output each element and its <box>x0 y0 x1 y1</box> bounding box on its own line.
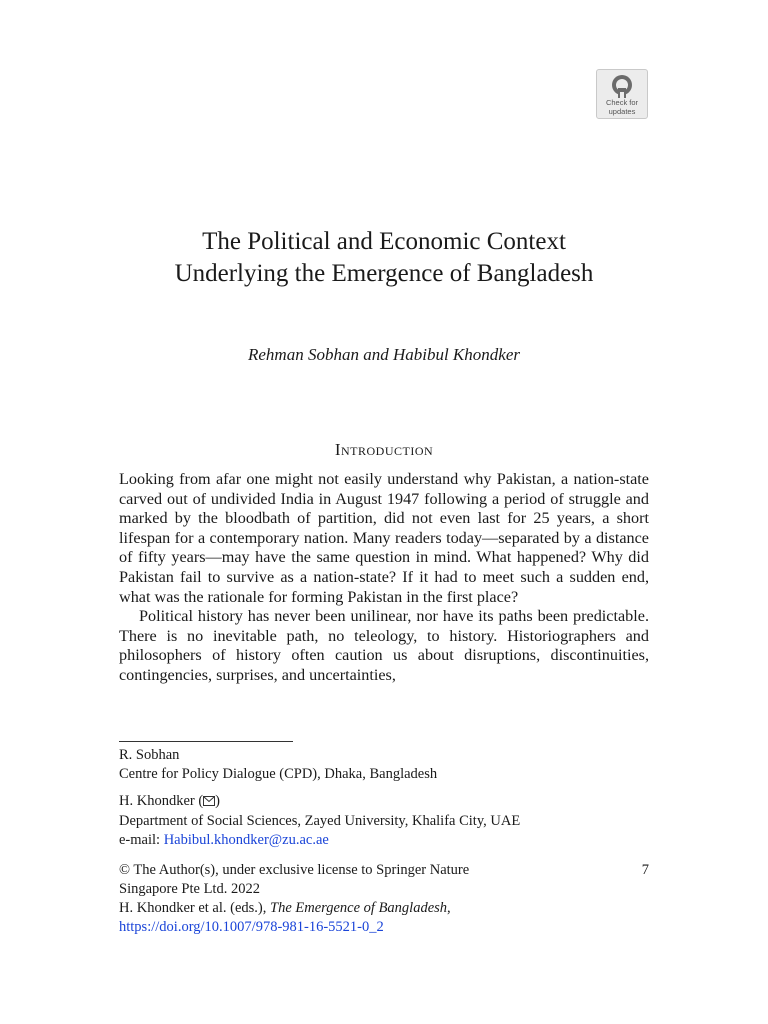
chapter-title <box>100 226 668 290</box>
author2-affiliation: Department of Social Sciences, Zayed University, Khalifa City, UAE <box>119 813 521 829</box>
title-line1: The Political and Economic Context <box>202 228 566 255</box>
footnote-divider <box>119 741 293 742</box>
envelope-icon[interactable] <box>203 793 215 812</box>
citation-prefix: H. Khondker et al. (eds.), <box>119 900 270 916</box>
paragraph-2: Political history has never been unilinear, nor have its paths been predictable. There is no inevitable path, no teleology, to history. Historiographers and philosophers of history often caution us about disruptions, discontinuities, contingencies, surprises, and uncertainties, <box>119 607 649 684</box>
paragraph-1: Looking from afar one might not easily understand why Pakistan, a nation-state carved out of undivided India in August 1947 following a period of struggle and marked by the bloodbath of partition, did not even last for 25 years, a short lifespan for a contemporary nation. Many readers today—separated by a distance of fifty years—may have the same question in mind. What happened? Why did Pakistan fail to survive as a nation-state? If it had to meet such a sudden end, what was the rationale for forming Pakistan in the first place? <box>119 470 649 606</box>
body-text <box>119 470 649 686</box>
check-for-updates-icon <box>611 74 633 98</box>
copyright-line1: © The Author(s), under exclusive license to Springer Nature <box>119 862 470 878</box>
copyright-line2: Singapore Pte Ltd. 2022 <box>119 881 260 897</box>
citation-suffix: , <box>447 900 451 916</box>
author2-name-close: ) <box>215 793 221 809</box>
author1-name: R. Sobhan <box>119 747 180 763</box>
chapter-authors: Rehman Sobhan and Habibul Khondker <box>248 345 520 364</box>
author2-line <box>119 792 649 812</box>
section-heading: Introduction <box>334 440 434 459</box>
page-number: 7 <box>641 862 649 878</box>
email-link[interactable]: Habibul.khondker@zu.ac.ae <box>163 832 329 848</box>
author1-affiliation: Centre for Policy Dialogue (CPD), Dhaka, Bangladesh <box>119 766 438 782</box>
badge-label-line2: updates <box>608 107 636 116</box>
affiliation-sobhan <box>119 746 649 784</box>
book-title: The Emergence of Bangladesh <box>270 900 448 916</box>
doi-link[interactable]: https://doi.org/10.1007/978-981-16-5521-0_2 <box>119 919 384 935</box>
affiliation-khondker <box>119 792 649 850</box>
copyright-notice <box>119 861 599 937</box>
email-line <box>119 831 649 850</box>
check-for-updates-badge[interactable] <box>596 69 648 119</box>
author2-name: H. Khondker ( <box>119 793 204 809</box>
title-line2: Underlying the Emergence of Bangladesh <box>174 260 594 287</box>
badge-label-line1: Check for <box>605 98 639 107</box>
citation-line <box>119 899 599 918</box>
email-label: e-mail: <box>119 832 164 848</box>
